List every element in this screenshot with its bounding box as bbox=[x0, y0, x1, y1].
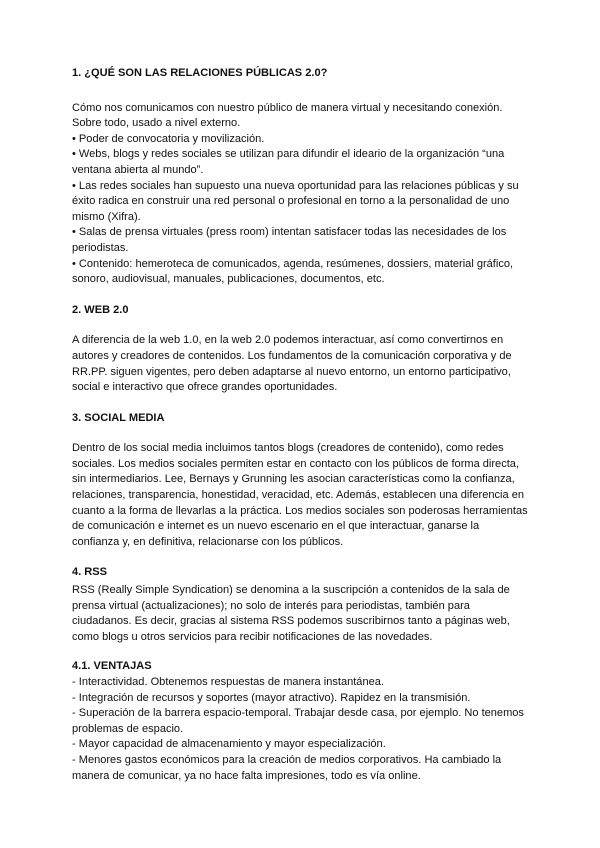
section-1-bullet-list bbox=[72, 132, 528, 288]
section-3-body: Dentro de los social media incluimos tantos blogs (creadores de contenido), como redes sociales. Los medios sociales permiten estar en contacto con los públicos de forma directa, sin intermediarios. Lee, Bernays y Grunning les asocian características como la confianza, relaciones, transparencia, honestidad, veracidad, etc. Además, establecen una diferencia en cuanto a la forma de llevarlas a la práctica. Los medios sociales son poderosas herramientas de comunicación e internet es un nuevo escenario en el que interactuar, ganarse la confianza y, en definitiva, relacionarse con los públicos. bbox=[72, 442, 528, 548]
bullet-item: • Salas de prensa virtuales (press room) intentan satisfacer todas las necesidades de los periodistas. bbox=[72, 226, 507, 254]
document-page bbox=[72, 66, 528, 784]
section-4-1-heading: 4.1. VENTAJAS bbox=[72, 660, 152, 673]
section-1-heading: 1. ¿QUÉ SON LAS RELACIONES PÚBLICAS 2.0? bbox=[72, 67, 328, 79]
list-item: - Interactividad. Obtenemos respuestas de manera instantánea. bbox=[72, 676, 384, 688]
list-item: - Integración de recursos y soportes (mayor atractivo). Rapidez en la transmisión. bbox=[72, 691, 471, 704]
section-3-heading: 3. SOCIAL MEDIA bbox=[72, 411, 165, 424]
bullet-item: • Contenido: hemeroteca de comunicados, agenda, resúmenes, dossiers, material gráfico, sonoro, audiovisual, manuales, publicaciones, documentos, etc. bbox=[72, 257, 514, 286]
section-4-body: RSS (Really Simple Syndication) se denomina a la suscripción a contenidos de la sala de prensa virtual (actualizaciones); no solo de interés para periodistas, también para ciudadanos. Es decir, gracias al sistema RSS podemos suscribirnos tanto a páginas web, como blogs u otros servicios para recibir notificaciones de las novedades. bbox=[72, 584, 510, 643]
bullet-item: • Poder de convocatoria y movilización. bbox=[72, 132, 265, 145]
section-2-body: A diferencia de la web 1.0, en la web 2.0 podemos interactuar, así como convertirnos en autores y creadores de contenidos. Los fundamentos de la comunicación corporativa y de RR.PP. siguen vigentes, pero deben adaptarse al nuevo entorno, un entorno participativo, social e interactivo que ofrece grandes oportunidades. bbox=[72, 334, 512, 394]
section-1-intro: Cómo nos comunicamos con nuestro público de manera virtual y necesitando conexión. Sobre todo, usado a nivel externo. bbox=[72, 101, 503, 130]
list-item: - Mayor capacidad de almacenamiento y mayor especialización. bbox=[72, 738, 386, 751]
bullet-item: • Webs, blogs y redes sociales se utilizan para difundir el ideario de la organización “una ventana abierta al mundo”. bbox=[72, 148, 505, 176]
section-2-heading: 2. WEB 2.0 bbox=[72, 303, 129, 316]
section-4-1-list bbox=[72, 675, 528, 784]
bullet-item: • Las redes sociales han supuesto una nueva oportunidad para las relaciones públicas y su éxito radica en construir una red personal o profesional en torno a la personalidad de uno mismo (Xifra). bbox=[72, 179, 519, 223]
list-item: - Superación de la barrera espacio-temporal. Trabajar desde casa, por ejemplo. No tenemos problemas de espacio. bbox=[72, 707, 524, 735]
list-item: - Menores gastos económicos para la creación de medios corporativos. Ha cambiado la manera de comunicar, ya no hace falta impresiones, todo es vía online. bbox=[72, 753, 502, 782]
section-4-heading: 4. RSS bbox=[72, 566, 107, 579]
